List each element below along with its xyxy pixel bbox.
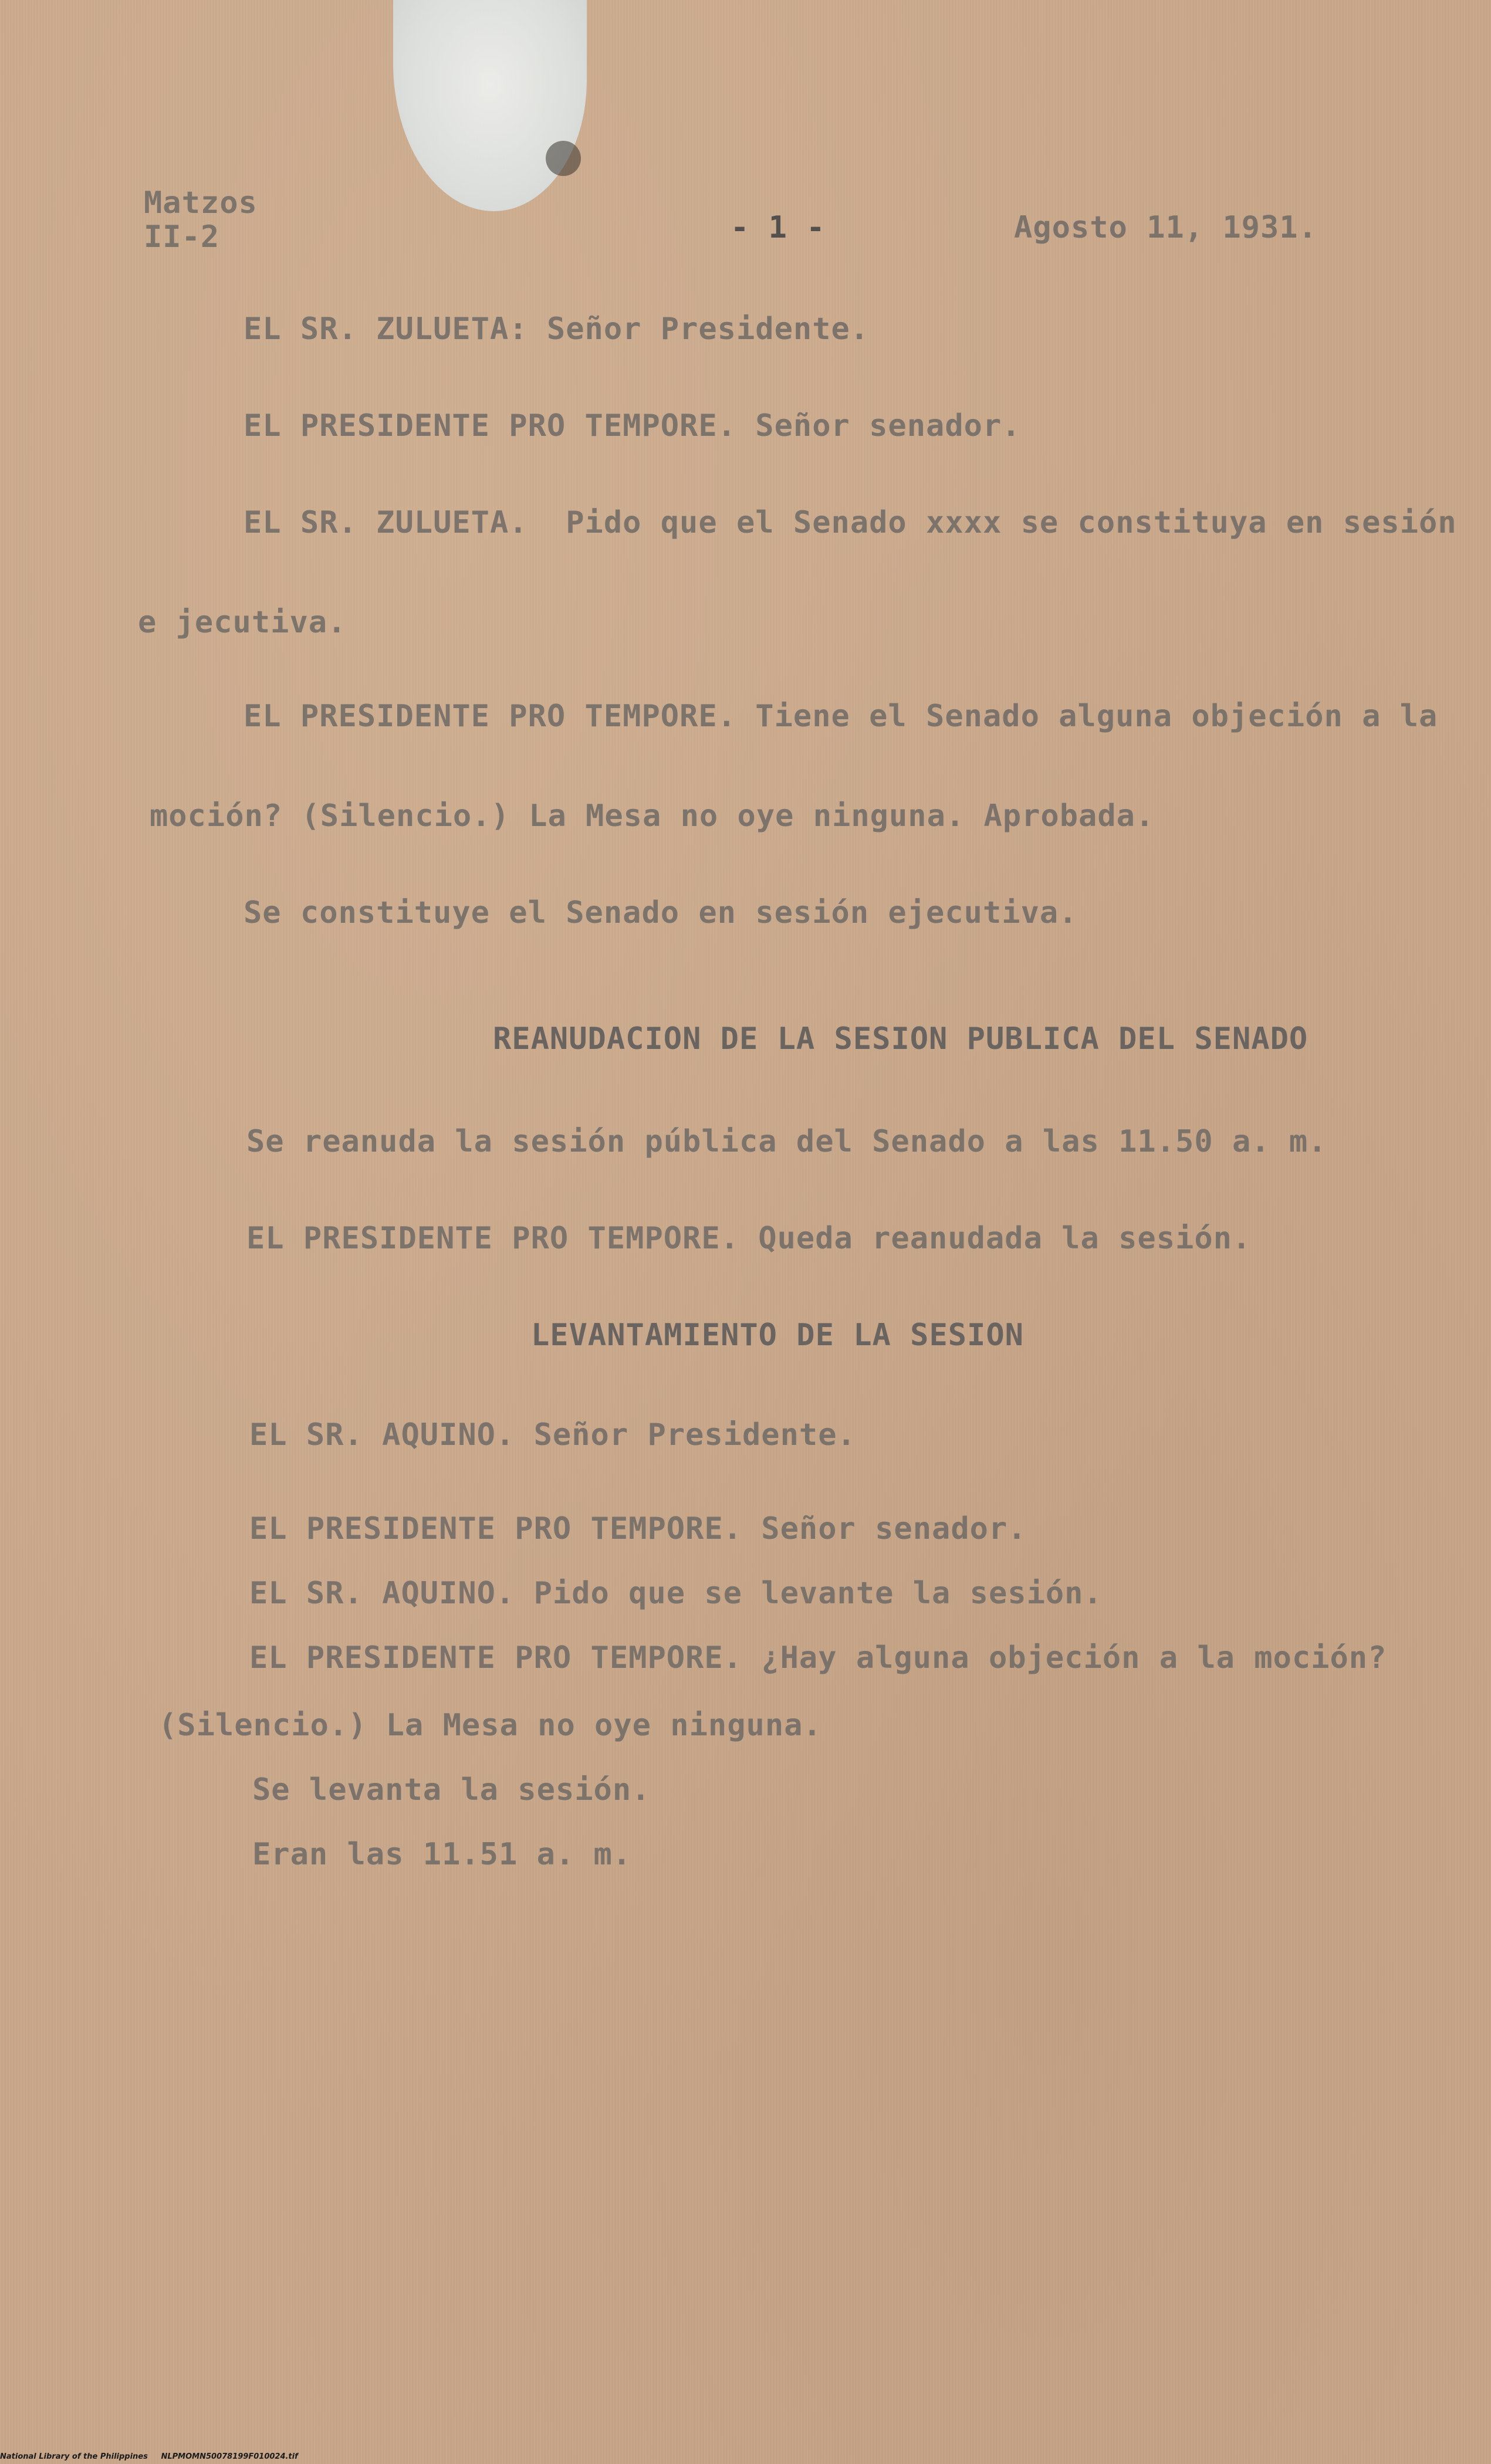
paper-stain bbox=[393, 0, 587, 211]
paragraph-4-line-2: moción? (Silencio.) La Mesa no oye ninguna. Aprobada. bbox=[150, 798, 1155, 834]
paragraph-13: Eran las 11.51 a. m. bbox=[252, 1837, 632, 1872]
paragraph-3-line-2: e jecutiva. bbox=[138, 605, 347, 640]
archive-credit: National Library of the Philippines NLPMOMN50078199F010024.tif bbox=[0, 2452, 298, 2461]
paragraph-6: Se reanuda la sesión pública del Senado a las 11.50 a. m. bbox=[246, 1124, 1327, 1159]
paragraph-5: Se constituye el Senado en sesión ejecutiva. bbox=[244, 895, 1078, 930]
section-heading-levantamiento: LEVANTAMIENTO DE LA SESION bbox=[531, 1318, 1024, 1353]
paragraph-9: EL PRESIDENTE PRO TEMPORE. Señor senador. bbox=[249, 1511, 1027, 1546]
paragraph-3-line-1: EL SR. ZULUETA. Pido que el Senado xxxx se constituya en sesión bbox=[244, 505, 1457, 540]
header-initials: Matzos bbox=[144, 185, 258, 221]
paragraph-12: Se levanta la sesión. bbox=[252, 1772, 651, 1808]
paragraph-8: EL SR. AQUINO. Señor Presidente. bbox=[249, 1417, 856, 1453]
ink-blot bbox=[546, 141, 581, 176]
paragraph-7: EL PRESIDENTE PRO TEMPORE. Queda reanudada la sesión. bbox=[246, 1221, 1252, 1256]
page-number: - 1 - bbox=[731, 210, 826, 245]
paragraph-10: EL SR. AQUINO. Pido que se levante la sesión. bbox=[249, 1576, 1103, 1611]
paragraph-2: EL PRESIDENTE PRO TEMPORE. Señor senador. bbox=[244, 408, 1021, 444]
document-date: Agosto 11, 1931. bbox=[1014, 210, 1317, 245]
paragraph-4-line-1: EL PRESIDENTE PRO TEMPORE. Tiene el Senado alguna objeción a la bbox=[244, 699, 1438, 734]
paragraph-1: EL SR. ZULUETA: Señor Presidente. bbox=[244, 312, 870, 347]
section-heading-reanudacion: REANUDACION DE LA SESION PUBLICA DEL SENADO bbox=[493, 1021, 1309, 1057]
header-code: II-2 bbox=[144, 219, 220, 255]
paragraph-11-line-1: EL PRESIDENTE PRO TEMPORE. ¿Hay alguna objeción a la moción? bbox=[249, 1640, 1387, 1676]
paragraph-11-line-2: (Silencio.) La Mesa no oye ninguna. bbox=[158, 1708, 822, 1743]
